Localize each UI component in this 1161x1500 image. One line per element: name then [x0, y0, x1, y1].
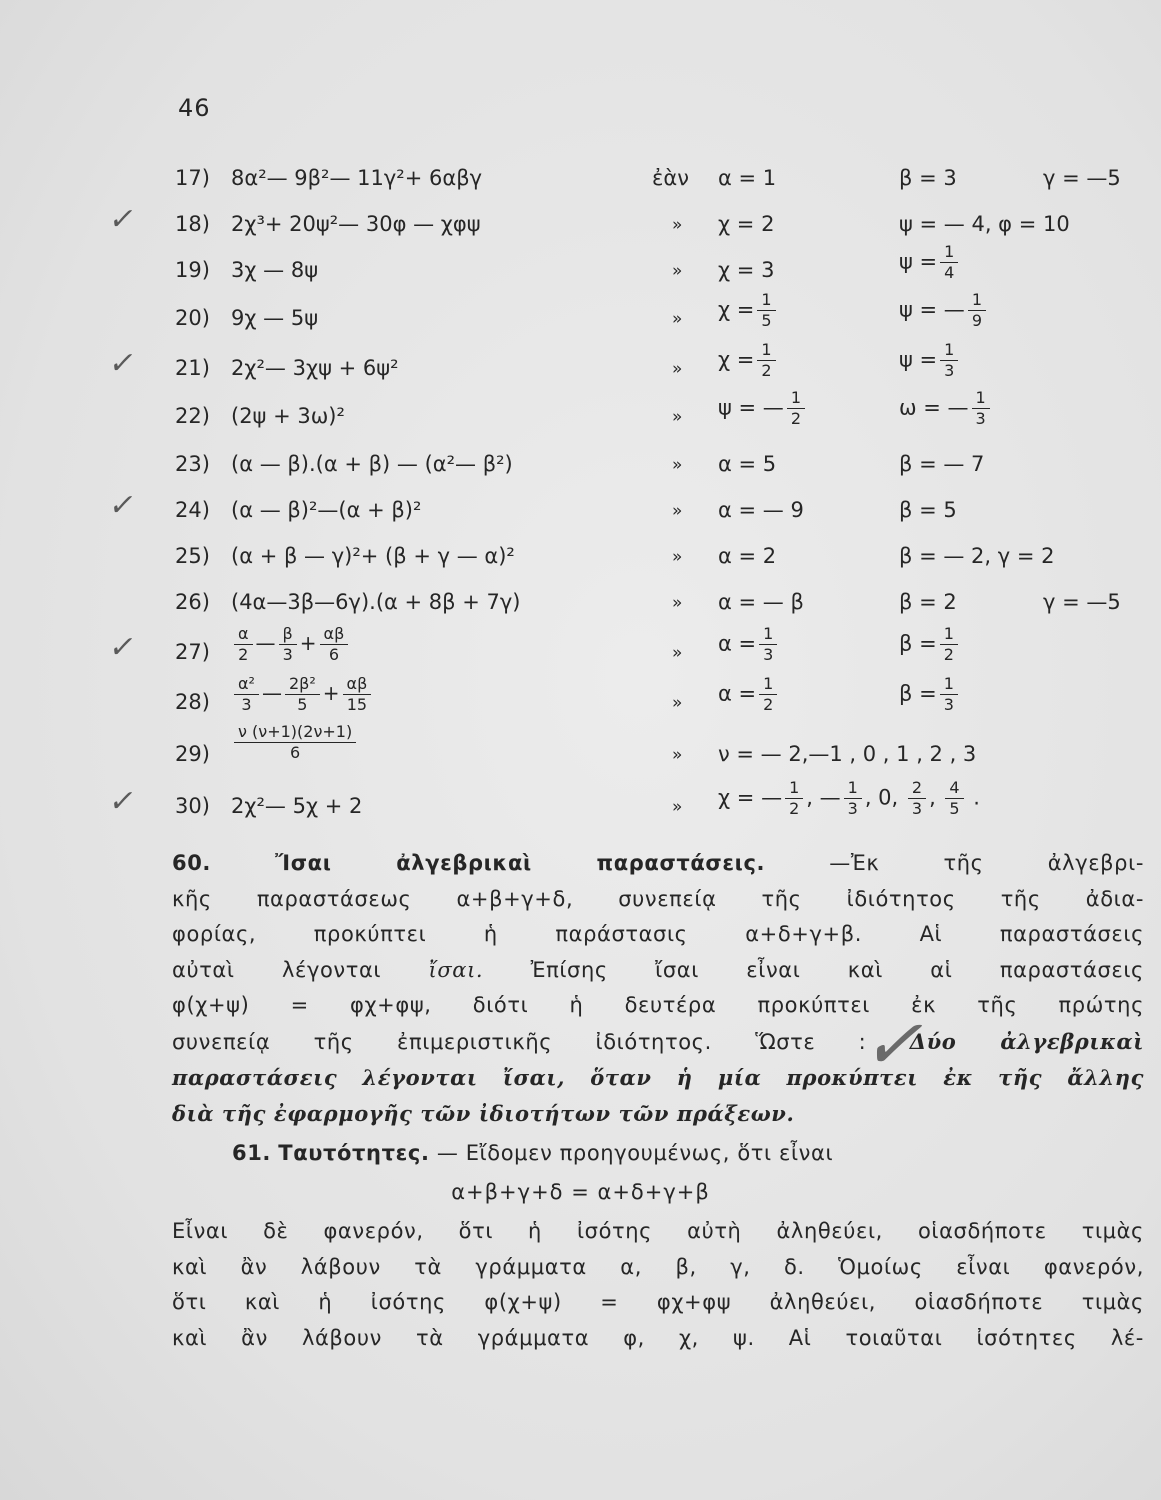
- value-1-prefix: χ = —: [718, 785, 783, 810]
- fraction-numerator: 1: [844, 778, 862, 799]
- fraction-numerator: 1: [759, 674, 777, 695]
- exercise-expression: 2χ²— 3χψ + 6ψ²: [231, 356, 399, 380]
- section-61-line: ὅτι καὶ ἡ ἰσότης φ(χ+ψ) = φχ+φψ ἀληθεύει, οἱασδήποτε τιμὰς: [172, 1290, 1144, 1314]
- fraction-denominator: 9: [971, 311, 982, 330]
- condition-lead: »: [672, 593, 683, 613]
- fraction-numerator: 1: [940, 242, 958, 263]
- value-2: [899, 674, 961, 715]
- exercise-expression: [231, 624, 351, 665]
- section-61-number: 61.: [232, 1141, 272, 1165]
- value-2: β = 2: [899, 590, 957, 614]
- fraction-denominator: 3: [282, 645, 293, 664]
- check-mark: ✓: [106, 488, 139, 523]
- fraction-numerator: 1: [757, 290, 775, 311]
- section-60-line: —Ἐκ τῆς ἀλγεβρι-: [829, 851, 1144, 875]
- fraction-denominator: 5: [761, 311, 772, 330]
- value-2: [899, 242, 961, 283]
- fraction-denominator: 3: [943, 695, 954, 714]
- fraction: [968, 290, 986, 331]
- value-2: β = 5: [899, 498, 957, 522]
- fraction-denominator: 3: [847, 799, 858, 818]
- exercise-row: [0, 778, 1161, 834]
- fraction-numerator: α: [234, 624, 253, 645]
- exercise-expression: (α — β)²—(α + β)²: [231, 498, 422, 522]
- fraction: [908, 778, 926, 819]
- fraction-numerator: 1: [787, 388, 805, 409]
- fraction: [844, 778, 862, 819]
- exercise-expression: [231, 722, 359, 763]
- operator: —: [261, 681, 282, 705]
- fraction: [234, 722, 356, 763]
- value-2: [899, 340, 961, 381]
- value-1-prefix: χ =: [718, 297, 755, 322]
- condition-lead: »: [672, 547, 683, 567]
- fraction-numerator: 2β²: [285, 674, 320, 695]
- section-61-heading: [172, 1136, 1144, 1172]
- fraction-denominator: 3: [944, 361, 955, 380]
- definition-line: διὰ τῆς ἐφαρμογῆς τῶν ἰδιοτήτων τῶν πράξεων.: [172, 1100, 795, 1126]
- fraction-numerator: 4: [945, 778, 963, 799]
- fraction: [285, 674, 320, 715]
- exercise-expression: (α — β).(α + β) — (α²— β²): [231, 452, 513, 476]
- exercise-expression: 3χ — 8ψ: [231, 258, 319, 282]
- fraction-denominator: 4: [944, 263, 955, 282]
- fraction: [234, 624, 253, 665]
- exercise-expression: 9χ — 5ψ: [231, 306, 319, 330]
- page-number: 46: [178, 94, 211, 122]
- exercise-number: 27): [175, 640, 210, 664]
- fraction: [759, 624, 777, 665]
- check-mark: ✓: [106, 630, 139, 665]
- value-2-prefix: β =: [899, 681, 937, 706]
- value-1: α = 1: [718, 166, 777, 190]
- value-2: β = — 2, γ = 2: [899, 544, 1055, 568]
- value-1: α = — 9: [718, 498, 804, 522]
- condition-lead: »: [672, 215, 683, 235]
- fraction-numerator: ν (ν+1)(2ν+1): [234, 722, 356, 743]
- condition-lead: »: [672, 407, 683, 427]
- fraction-denominator: 6: [328, 645, 339, 664]
- condition-lead: »: [672, 501, 683, 521]
- fraction-denominator: 3: [241, 695, 252, 714]
- exercise-row: [0, 584, 1161, 630]
- handwritten-check-mark: ✓: [855, 999, 942, 1089]
- value-2-prefix: ψ =: [899, 347, 938, 372]
- value-separator: , —: [806, 785, 841, 810]
- value-2: β = 3: [899, 166, 957, 190]
- fraction-numerator: β: [279, 624, 297, 645]
- condition-lead: »: [672, 455, 683, 475]
- exercise-number: 18): [175, 212, 210, 236]
- value-1: χ = 3: [718, 258, 775, 282]
- value-2-prefix: ψ = —: [899, 297, 965, 322]
- exercise-number: 24): [175, 498, 210, 522]
- exercise-expression: (4α—3β—6γ).(α + 8β + 7γ): [231, 590, 521, 614]
- definition-start: Δύο ἀλγεβρικαὶ: [909, 1028, 1144, 1054]
- fraction-numerator: αβ: [320, 624, 349, 645]
- fraction: [940, 340, 958, 381]
- value-1: [718, 340, 779, 381]
- condition-lead: »: [672, 261, 683, 281]
- exercise-number: 25): [175, 544, 210, 568]
- section-60-line: Ἐπίσης ἴσαι εἶναι καὶ αἱ παραστάσεις: [530, 957, 1144, 982]
- exercise-number: 20): [175, 306, 210, 330]
- exercise-row: [0, 538, 1161, 584]
- value-1: [718, 674, 780, 715]
- exercise-number: 30): [175, 794, 210, 818]
- section-60-title: Ἴσαι ἀλγεβρικαὶ παραστάσεις.: [275, 851, 766, 875]
- value-separator: ,: [929, 785, 943, 810]
- fraction: [785, 778, 803, 819]
- exercise-number: 29): [175, 742, 210, 766]
- fraction-numerator: 1: [940, 624, 958, 645]
- fraction-denominator: 2: [238, 645, 249, 664]
- exercise-expression: 2χ²— 5χ + 2: [231, 794, 363, 818]
- fraction-denominator: 3: [763, 645, 774, 664]
- value-1-prefix: ψ = —: [718, 395, 784, 420]
- value-1: ν = — 2,—1 , 0 , 1 , 2 , 3: [718, 742, 977, 766]
- fraction-denominator: 2: [761, 361, 772, 380]
- fraction-denominator: 3: [975, 409, 986, 428]
- value-1: α = 5: [718, 452, 777, 476]
- fraction: [940, 624, 958, 665]
- fraction: [343, 674, 372, 715]
- value-2-prefix: ψ =: [899, 249, 938, 274]
- value-1-prefix: α =: [718, 631, 757, 656]
- section-60-line: συνεπείᾳ τῆς ἐπιμεριστικῆς ἰδιότητος. Ὥστε :: [172, 1029, 867, 1054]
- fraction-numerator: 1: [972, 388, 990, 409]
- value-1: α = — β: [718, 590, 804, 614]
- section-61-line: Εἶναι δὲ φανερόν, ὅτι ἡ ἰσότης αὐτὴ ἀληθεύει, οἱασδήποτε τιμὰς: [172, 1219, 1144, 1243]
- condition-lead: »: [672, 359, 683, 379]
- fraction-denominator: 2: [790, 409, 801, 428]
- section-61-paragraph: [172, 1214, 1144, 1356]
- value-1: χ = 2: [718, 212, 775, 236]
- section-60-line: κῆς παραστάσεως α+β+γ+δ, συνεπείᾳ τῆς ἰδιότητος τῆς ἀδια-: [172, 886, 1144, 911]
- fraction-denominator: 2: [943, 645, 954, 664]
- value-separator: , 0,: [864, 785, 905, 810]
- section-60-line: αὐταὶ λέγονται: [172, 957, 382, 982]
- fraction-numerator: 2: [908, 778, 926, 799]
- fraction-numerator: 1: [759, 624, 777, 645]
- value-1-prefix: α =: [718, 681, 757, 706]
- value-3: γ = —5: [1043, 166, 1121, 190]
- check-mark: ✓: [106, 346, 139, 381]
- value-2-prefix: β =: [899, 631, 937, 656]
- section-61-title: Ταυτότητες.: [278, 1141, 430, 1165]
- fraction-numerator: 1: [757, 340, 775, 361]
- condition-lead: »: [672, 643, 683, 663]
- fraction-denominator: 3: [911, 799, 923, 818]
- condition-lead: »: [672, 693, 683, 713]
- exercise-row: [0, 446, 1161, 492]
- condition-lead: »: [672, 745, 683, 765]
- exercise-number: 22): [175, 404, 210, 428]
- fraction-denominator: 5: [949, 799, 960, 818]
- value-separator: .: [966, 785, 980, 810]
- fraction: [757, 340, 775, 381]
- exercise-number: 19): [175, 258, 210, 282]
- value-2: [899, 624, 961, 665]
- exercise-number: 28): [175, 690, 210, 714]
- value-2: ψ = — 4, φ = 10: [899, 212, 1070, 236]
- exercise-number: 23): [175, 452, 210, 476]
- operator: +: [322, 681, 340, 705]
- check-mark: ✓: [106, 784, 139, 819]
- fraction-numerator: 1: [940, 674, 958, 695]
- check-mark: ✓: [106, 202, 139, 237]
- exercise-expression: [231, 674, 374, 715]
- fraction: [945, 778, 963, 819]
- section-60-number: 60.: [172, 851, 212, 875]
- section-60-paragraph: [172, 846, 1144, 1131]
- exercise-expression: 2χ³+ 20ψ²— 30φ — χφψ: [231, 212, 481, 236]
- value-1-prefix: χ =: [718, 347, 755, 372]
- fraction-denominator: 2: [789, 799, 800, 818]
- definition-line: παραστάσεις λέγονται ἴσαι, ὅταν ἡ μία προκύπτει ἐκ τῆς ἄλλης: [172, 1065, 1144, 1090]
- section-60-line: φ(χ+ψ) = φχ+φψ, διότι ἡ δευτέρα προκύπτει ἐκ τῆς πρώτης: [172, 993, 1144, 1017]
- section-61-line: καὶ ἂν λάβουν τὰ γράμματα φ, χ, ψ. Αἱ τοιαῦται ἰσότητες λέ-: [172, 1325, 1144, 1350]
- exercise-row: [0, 160, 1161, 206]
- identity-equation: α+β+γ+δ = α+δ+γ+β: [451, 1180, 710, 1204]
- exercise-expression: (α + β — γ)²+ (β + γ — α)²: [231, 544, 515, 568]
- exercise-row: [0, 388, 1161, 444]
- value-1: α = 2: [718, 544, 777, 568]
- fraction: [940, 242, 958, 283]
- value-1: [718, 624, 780, 665]
- condition-lead: »: [672, 309, 683, 329]
- exercise-number: 26): [175, 590, 210, 614]
- condition-lead: ἐὰν: [652, 166, 689, 190]
- fraction-denominator: 2: [763, 695, 774, 714]
- fraction: [320, 624, 349, 665]
- condition-lead: »: [672, 797, 683, 817]
- fraction-numerator: 1: [968, 290, 986, 311]
- fraction: [234, 674, 259, 715]
- exercise-number: 21): [175, 356, 210, 380]
- exercise-expression: 8α²— 9β²— 11γ²+ 6αβγ: [231, 166, 483, 190]
- fraction: [279, 624, 297, 665]
- exercise-row: [0, 290, 1161, 346]
- fraction-numerator: 1: [785, 778, 803, 799]
- value-2: [899, 290, 989, 331]
- operator: +: [299, 631, 317, 655]
- fraction-numerator: 1: [940, 340, 958, 361]
- fraction-denominator: 5: [297, 695, 308, 714]
- value-1: [718, 290, 779, 331]
- exercise-expression: (2ψ + 3ω)²: [231, 404, 345, 428]
- fraction-denominator: 6: [290, 743, 301, 762]
- value-3: γ = —5: [1043, 590, 1121, 614]
- section-60-line: φορίας, προκύπτει ἡ παράστασις α+δ+γ+β. Αἱ παραστάσεις: [172, 922, 1144, 946]
- fraction: [787, 388, 805, 429]
- value-2-prefix: ω = —: [899, 395, 969, 420]
- section-61-line: καὶ ἂν λάβουν τὰ γράμματα α, β, γ, δ. Ὁμοίως εἶναι φανερόν,: [172, 1254, 1144, 1279]
- section-61-intro: — Εἴδομεν προηγουμένως, ὅτι εἶναι: [436, 1141, 834, 1165]
- fraction: [757, 290, 775, 331]
- value-2: [899, 388, 993, 429]
- value-2: β = — 7: [899, 452, 985, 476]
- exercise-row: [0, 202, 1161, 252]
- value-1: [718, 388, 808, 429]
- operator: —: [255, 631, 276, 655]
- exercise-number: 17): [175, 166, 210, 190]
- fraction-numerator: α²: [234, 674, 259, 695]
- fraction: [940, 674, 958, 715]
- fraction: [759, 674, 777, 715]
- exercise-row: [0, 488, 1161, 538]
- fraction-denominator: 15: [346, 695, 368, 714]
- value-1: [718, 778, 980, 819]
- term-isai: ἴσαι.: [428, 957, 484, 982]
- fraction: [972, 388, 990, 429]
- fraction-numerator: αβ: [343, 674, 372, 695]
